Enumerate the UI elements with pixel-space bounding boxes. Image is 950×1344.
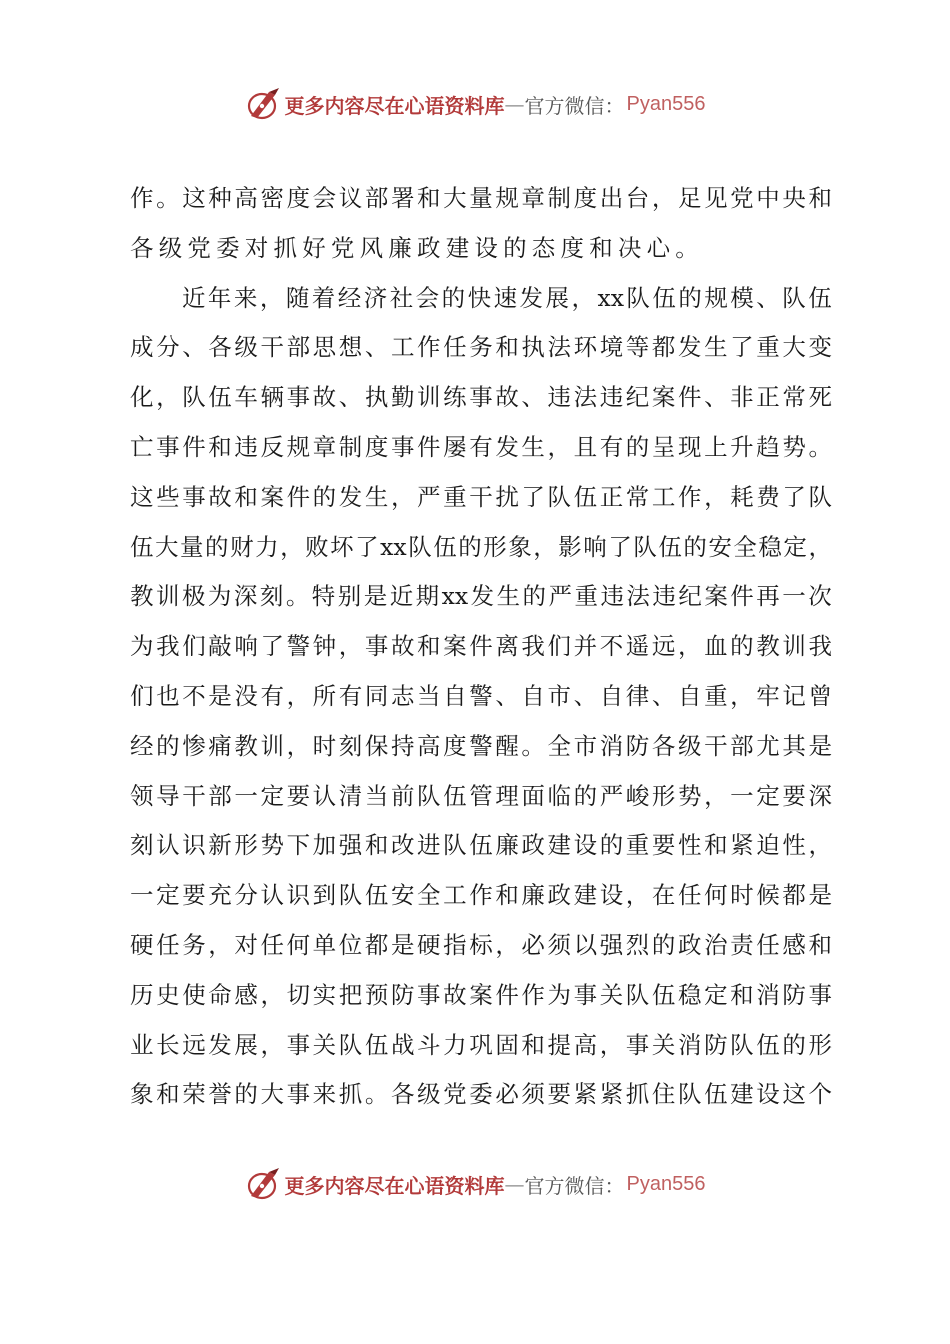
- text-line: 伍 大 量 的 财 力 ， 败 坏 了 xx 队 伍 的 形 象 ， 影 响 了 队 伍 的 安 全 稳 定 ，: [130, 532, 832, 561]
- banner-brand-text: 更多内容尽在心语资料库: [284, 93, 505, 118]
- text-line: 历 史 使 命 感 ， 切 实 把 预 防 事 故 案 件 作 为 事 关 队 伍 稳 定 和 消 防 事: [130, 980, 832, 1009]
- text-line: 领 导 干 部 一 定 要 认 清 当 前 队 伍 管 理 面 临 的 严 峻 形 势 ， 一 定 要 深: [130, 781, 832, 810]
- text-line: 一 定 要 充 分 认 识 到 队 伍 安 全 工 作 和 廉 政 建 设 ， 在 任 何 时 候 都 是: [130, 881, 832, 910]
- header-banner: [0, 84, 950, 124]
- text-line: 象 和 荣 誉 的 大 事 来 抓 。 各 级 党 委 必 须 要 紧 紧 抓 住 队 伍 建 设 这 个: [130, 1080, 832, 1109]
- text-line: 经 的 惨 痛 教 训 ， 时 刻 保 持 高 度 警 醒 。 全 市 消 防 各 级 干 部 尤 其 是: [130, 731, 832, 760]
- banner-dash: —: [504, 1172, 525, 1196]
- text-line: 硬 任 务 ， 对 任 何 单 位 都 是 硬 指 标 ， 必 须 以 强 烈 的 政 治 责 任 感 和: [130, 930, 832, 959]
- text-line: 这 些 事 故 和 案 件 的 发 生 ， 严 重 干 扰 了 队 伍 正 常 工 作 ， 耗 费 了 队: [130, 482, 832, 511]
- banner-dash: —: [504, 92, 525, 116]
- text-line: 刻 认 识 新 形 势 下 加 强 和 改 进 队 伍 廉 政 建 设 的 重 要 性 和 紧 迫 性 ，: [130, 831, 832, 860]
- text-line: 们 也 不 是 没 有 ， 所 有 同 志 当 自 警 、 自 市 、 自 律 、 自 重 ， 牢 记 曾: [130, 681, 832, 710]
- footer-banner: [0, 1164, 950, 1204]
- text-line: 亡 事 件 和 违 反 规 章 制 度 事 件 屡 有 发 生 ， 且 有 的 呈 现 上 升 趋 势 。: [130, 432, 832, 461]
- text-line: 各级党委对抓好党风廉政建设的态度和决心。: [130, 233, 704, 262]
- banner-wechat-id: Pyan556: [626, 1172, 706, 1195]
- text-line: 化 ， 队 伍 车 辆 事 故 、 执 勤 训 练 事 故 、 违 法 违 纪 案 件 、 非 正 常 死: [130, 383, 832, 412]
- text-line: 作 。 这 种 高 密 度 会 议 部 署 和 大 量 规 章 制 度 出 台 ， 足 见 党 中 央 和: [130, 184, 832, 212]
- pen-logo-icon: [245, 86, 283, 122]
- text-line: 近 年 来 ， 随 着 经 济 社 会 的 快 速 发 展 ， xx 队 伍 的 规 模 、 队 伍: [181, 283, 832, 312]
- pen-logo-icon: [245, 1166, 283, 1202]
- banner-wechat-id: Pyan556: [626, 92, 706, 115]
- document-body: [130, 174, 832, 1120]
- banner-brand-text: 更多内容尽在心语资料库: [284, 1173, 505, 1198]
- text-line: 为 我 们 敲 响 了 警 钟 ， 事 故 和 案 件 离 我 们 并 不 遥 远 ， 血 的 教 训 我: [130, 632, 832, 661]
- text-line: 成 分 、 各 级 干 部 思 想 、 工 作 任 务 和 执 法 环 境 等 都 发 生 了 重 大 变: [130, 333, 832, 362]
- banner-official-label: 官方微信：: [524, 1173, 625, 1198]
- banner-official-label: 官方微信：: [524, 93, 625, 118]
- text-line: 业 长 远 发 展 ， 事 关 队 伍 战 斗 力 巩 固 和 提 高 ， 事 关 消 防 队 伍 的 形: [130, 1030, 832, 1059]
- text-line: 教 训 极 为 深 刻 。 特 别 是 近 期 xx 发 生 的 严 重 违 法 违 纪 案 件 再 一 次: [130, 582, 832, 611]
